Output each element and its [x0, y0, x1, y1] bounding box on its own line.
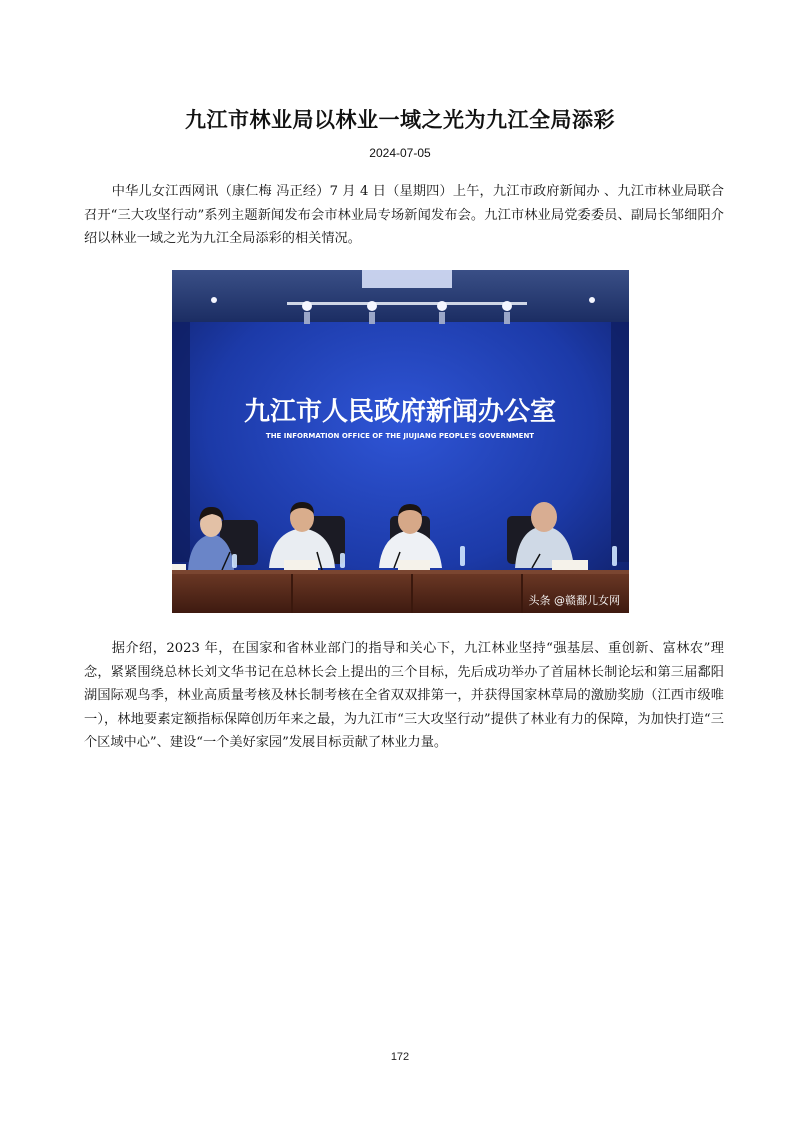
page-number: 172	[390, 1051, 410, 1063]
article-date: 2024-07-05	[369, 146, 431, 160]
article-paragraph-1: 中华儿女江西网讯（康仁梅 冯正经）7 月 4 日（星期四）上午，九江市政府新闻办 、九江市林业局联合召开“三大攻坚行动”系列主题新闻发布会市林业局专场新闻发布会。九江市林业局党委委员、副局长邹细阳介绍以林业一域之光为九江全局添彩的相关情况。	[84, 184, 724, 246]
backdrop-subtitle: THE INFORMATION OFFICE OF THE JIUJIANG PEOPLE'S GOVERNMENT	[265, 432, 535, 440]
article-title: 九江市林业局以林业一域之光为九江全局添彩	[185, 108, 615, 132]
article-paragraph-2: 据介绍，2023 年，在国家和省林业部门的指导和关心下，九江林业坚持“强基层、重创新、富林农”理念，紧紧围绕总林长刘文华书记在总林长会上提出的三个目标，先后成功举办了首届林长制论坛和第三届鄱阳湖国际观鸟季，林业高质量考核及林长制考核在全省双双排第一，并获得国家林草局的激励奖励（江西市级唯一），林地要素定额指标保障创历年来之最，为九江市“三大攻坚行动”提供了林业有力的保障，为加快打造“三个区域中心”、建设“一个美好家园”发展目标贡献了林业力量。	[84, 641, 724, 750]
backdrop-title: 九江市人民政府新闻办公室	[243, 397, 557, 427]
photo-watermark: 头条 @赣鄱儿女网	[528, 594, 620, 607]
press-conference-photo	[172, 270, 629, 613]
